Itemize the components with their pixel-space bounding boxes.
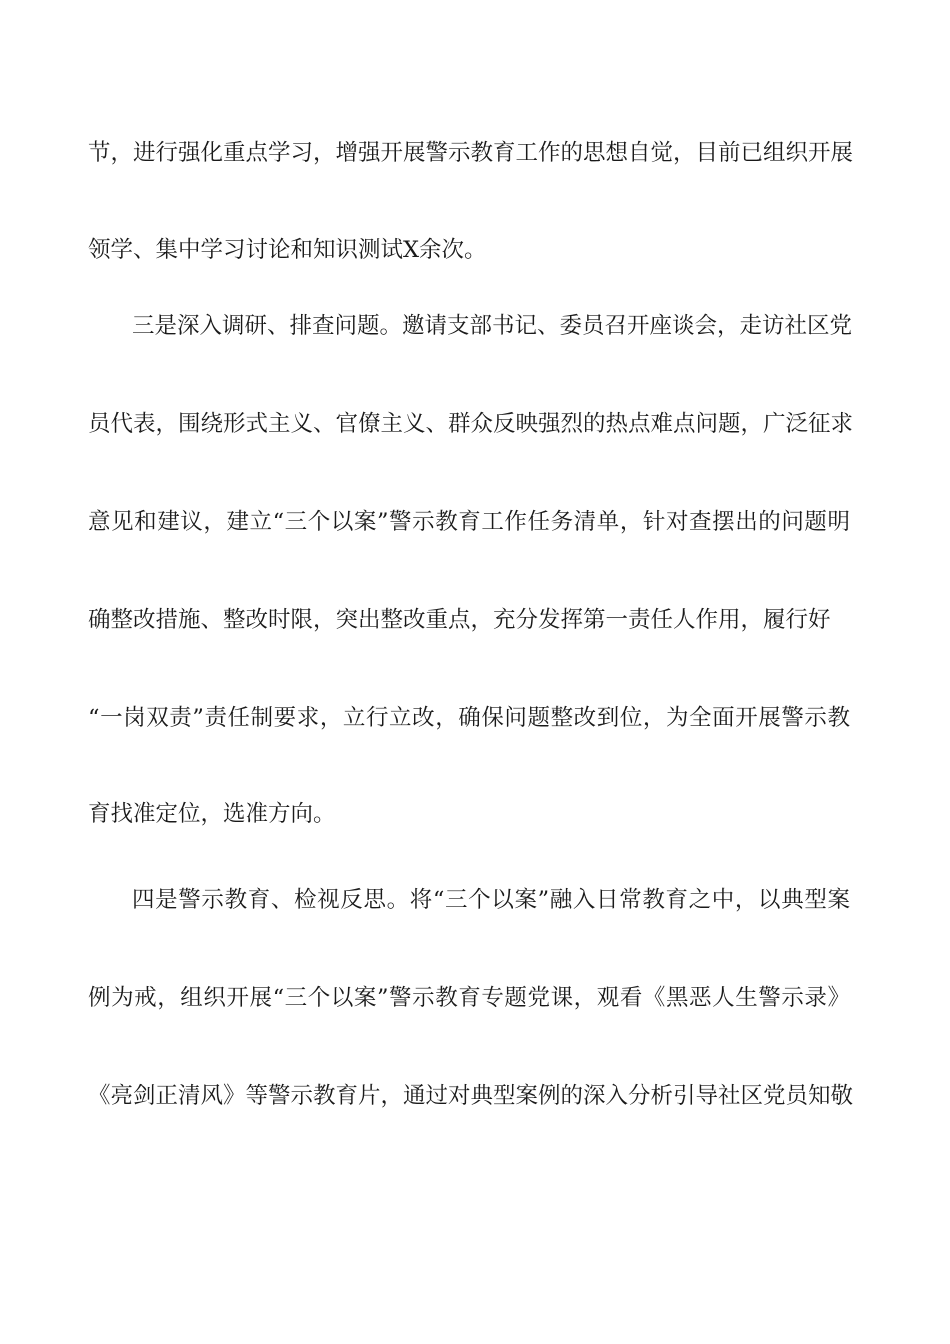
text-line: 意见和建议，建立“三个以案”警示教育工作任务清单，针对查摆出的问题明 xyxy=(88,509,850,535)
text-line: 育找准定位，选准方向。 xyxy=(88,801,336,827)
text-line: 节，进行强化重点学习，增强开展警示教育工作的思想自觉，目前已组织开展 xyxy=(88,140,854,166)
paragraph-start-line: 四是警示教育、检视反思。将“三个以案”融入日常教育之中，以典型案 xyxy=(132,887,850,913)
text-line: “一岗双责”责任制要求，立行立改，确保问题整改到位，为全面开展警示教 xyxy=(88,705,850,731)
text-line: 《亮剑正清风》等警示教育片，通过对典型案例的深入分析引导社区党员知敬 xyxy=(88,1083,854,1109)
text-line: 确整改措施、整改时限，突出整改重点，充分发挥第一责任人作用，履行好 xyxy=(88,607,831,633)
text-line: 员代表，围绕形式主义、官僚主义、群众反映强烈的热点难点问题，广泛征求 xyxy=(88,411,854,437)
text-line: 领学、集中学习讨论和知识测试X余次。 xyxy=(88,237,487,263)
paragraph-start-line: 三是深入调研、排查问题。邀请支部书记、委员召开座谈会，走访社区党 xyxy=(132,313,853,339)
text-line: 例为戒，组织开展“三个以案”警示教育专题党课，观看《黑恶人生警示录》 xyxy=(88,985,850,1011)
